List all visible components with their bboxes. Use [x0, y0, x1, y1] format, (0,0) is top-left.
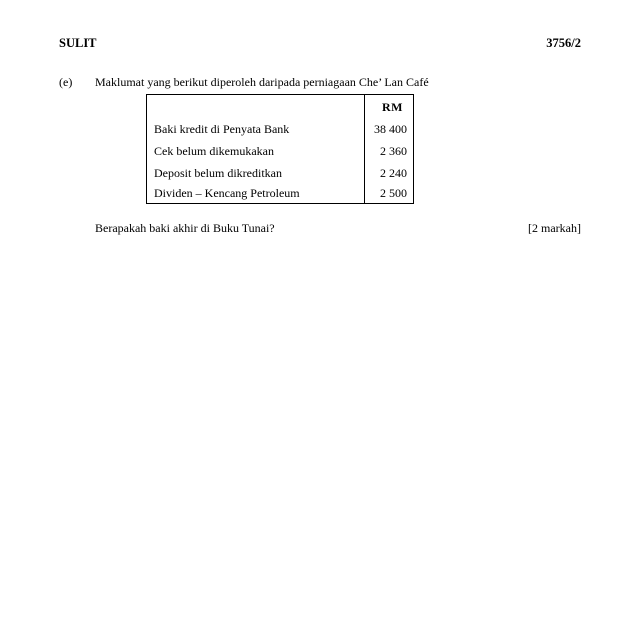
header-paper-code: 3756/2 — [546, 36, 581, 50]
row-description: Deposit belum dikreditkan — [154, 166, 282, 180]
question-label: (e) — [59, 75, 73, 89]
table-row — [147, 186, 413, 208]
table-row — [147, 144, 413, 166]
table-row — [147, 122, 413, 144]
row-description: Cek belum dikemukakan — [154, 144, 274, 158]
row-amount: 38 400 — [374, 122, 407, 136]
row-amount: 2 500 — [380, 186, 407, 200]
row-description: Dividen – Kencang Petroleum — [154, 186, 300, 200]
table-row — [147, 166, 413, 188]
currency-header: RM — [382, 100, 403, 114]
row-amount: 2 360 — [380, 144, 407, 158]
information-table — [146, 94, 414, 204]
question-prompt: Berapakah baki akhir di Buku Tunai? — [95, 221, 275, 235]
row-description: Baki kredit di Penyata Bank — [154, 122, 290, 136]
marks-allocation: [2 markah] — [528, 221, 581, 235]
row-amount: 2 240 — [380, 166, 407, 180]
header-sulit: SULIT — [59, 36, 97, 50]
question-intro: Maklumat yang berikut diperoleh daripada perniagaan Che’ Lan Café — [95, 75, 429, 89]
